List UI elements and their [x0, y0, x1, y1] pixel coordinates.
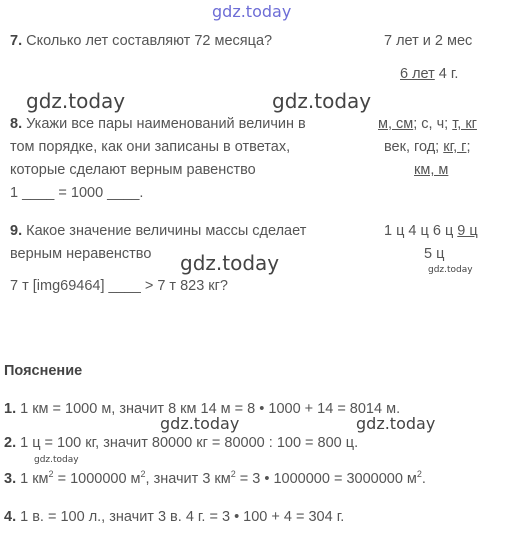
question-7-answer-2-correct: 6 лет	[400, 66, 435, 82]
explanation-item-1-text: 1 км = 1000 м, значит 8 км 14 м = 8 • 1000 + 14 = 8014 м.	[20, 401, 401, 417]
explanation-item-4	[4, 509, 344, 525]
explanation-item-2-number: 2.	[4, 435, 17, 451]
question-7	[10, 30, 272, 53]
question-8-answer-3: км, м	[414, 162, 449, 178]
question-8-line-3: которые сделают верным равенство	[10, 162, 256, 178]
question-8-answer-2	[384, 136, 471, 159]
question-7-number: 7.	[10, 33, 23, 49]
question-9-answer-1	[384, 220, 478, 243]
question-7-answer-2	[400, 63, 458, 86]
watermark-expl-b: gdz.today	[356, 414, 436, 433]
watermark-center: gdz.today	[272, 89, 372, 113]
question-9-line-3: 7 т [img69464] ____ > 7 т 823 кг?	[10, 278, 228, 294]
question-7-answer-1: 7 лет и 2 мес	[384, 33, 473, 49]
explanation-item-3-c: , значит 3 км	[145, 471, 231, 487]
watermark-left: gdz.today	[26, 89, 126, 113]
question-9-line-1	[10, 220, 306, 243]
question-9-answer-2: 5 ц	[424, 246, 445, 262]
question-8-answer-1-correct-a: м, см	[378, 116, 414, 132]
explanation-item-4-text: 1 в. = 100 л., значит 3 в. 4 г. = 3 • 100 + 4 = 304 г.	[20, 509, 345, 525]
question-8-answer-2-end: ;	[466, 139, 471, 155]
explanation-item-3-a: 1 км	[20, 471, 49, 487]
explanation-item-4-number: 4.	[4, 509, 17, 525]
explanation-item-3-d: = 3 • 1000000 = 3000000 м	[235, 471, 417, 487]
explanation-item-3-sup-2: 2	[140, 469, 146, 479]
question-8-answer-2-start: век, год;	[384, 139, 444, 155]
explanation-item-2	[4, 435, 358, 451]
explanation-item-3-sup-1: 2	[48, 469, 54, 479]
question-9-number: 9.	[10, 223, 23, 239]
question-8-number: 8.	[10, 116, 23, 132]
question-8-answer-1	[378, 113, 477, 136]
question-9-line-2: верным неравенство	[10, 246, 152, 262]
watermark-top: gdz.today	[212, 2, 292, 21]
question-8-answer-1-mid: ; с, ч;	[413, 116, 453, 132]
question-8-line-2: том порядке, как они записаны в ответах,	[10, 139, 291, 155]
question-9-answer-1-options: 1 ц 4 ц 6 ц	[384, 223, 458, 239]
question-8-answer-1-correct-b: т, кг	[452, 116, 477, 132]
explanation-item-1-number: 1.	[4, 401, 17, 417]
question-8-answer-2-correct: кг, г	[443, 139, 467, 155]
question-7-answer-2-rest: 4 г.	[434, 66, 459, 82]
watermark-expl-a: gdz.today	[160, 414, 240, 433]
question-7-text: Сколько лет составляют 72 месяца?	[26, 33, 273, 49]
watermark-small-q9: gdz.today	[428, 265, 473, 275]
explanation-item-3-b: = 1000000 м	[53, 471, 141, 487]
question-8-text: Укажи все пары наименований величин в	[26, 116, 306, 132]
watermark-expl-small: gdz.today	[34, 455, 79, 465]
question-8-line-4: 1 ____ = 1000 ____.	[10, 185, 144, 201]
question-9-answer-1-correct: 9 ц	[457, 223, 478, 239]
explanation-item-3-sup-4: 2	[416, 469, 422, 479]
explanation-item-3-number: 3.	[4, 471, 17, 487]
explanation-item-3-sup-3: 2	[230, 469, 236, 479]
watermark-mid: gdz.today	[180, 251, 280, 275]
question-8-line-1	[10, 113, 306, 136]
explanation-item-2-text: 1 ц = 100 кг, значит 80000 кг = 80000 : 100 = 800 ц.	[20, 435, 359, 451]
explanation-item-3-e: .	[421, 471, 426, 487]
explanation-item-3	[4, 471, 426, 487]
explanation-heading: Пояснение	[4, 363, 83, 379]
question-9-text: Какое значение величины массы сделает	[26, 223, 307, 239]
